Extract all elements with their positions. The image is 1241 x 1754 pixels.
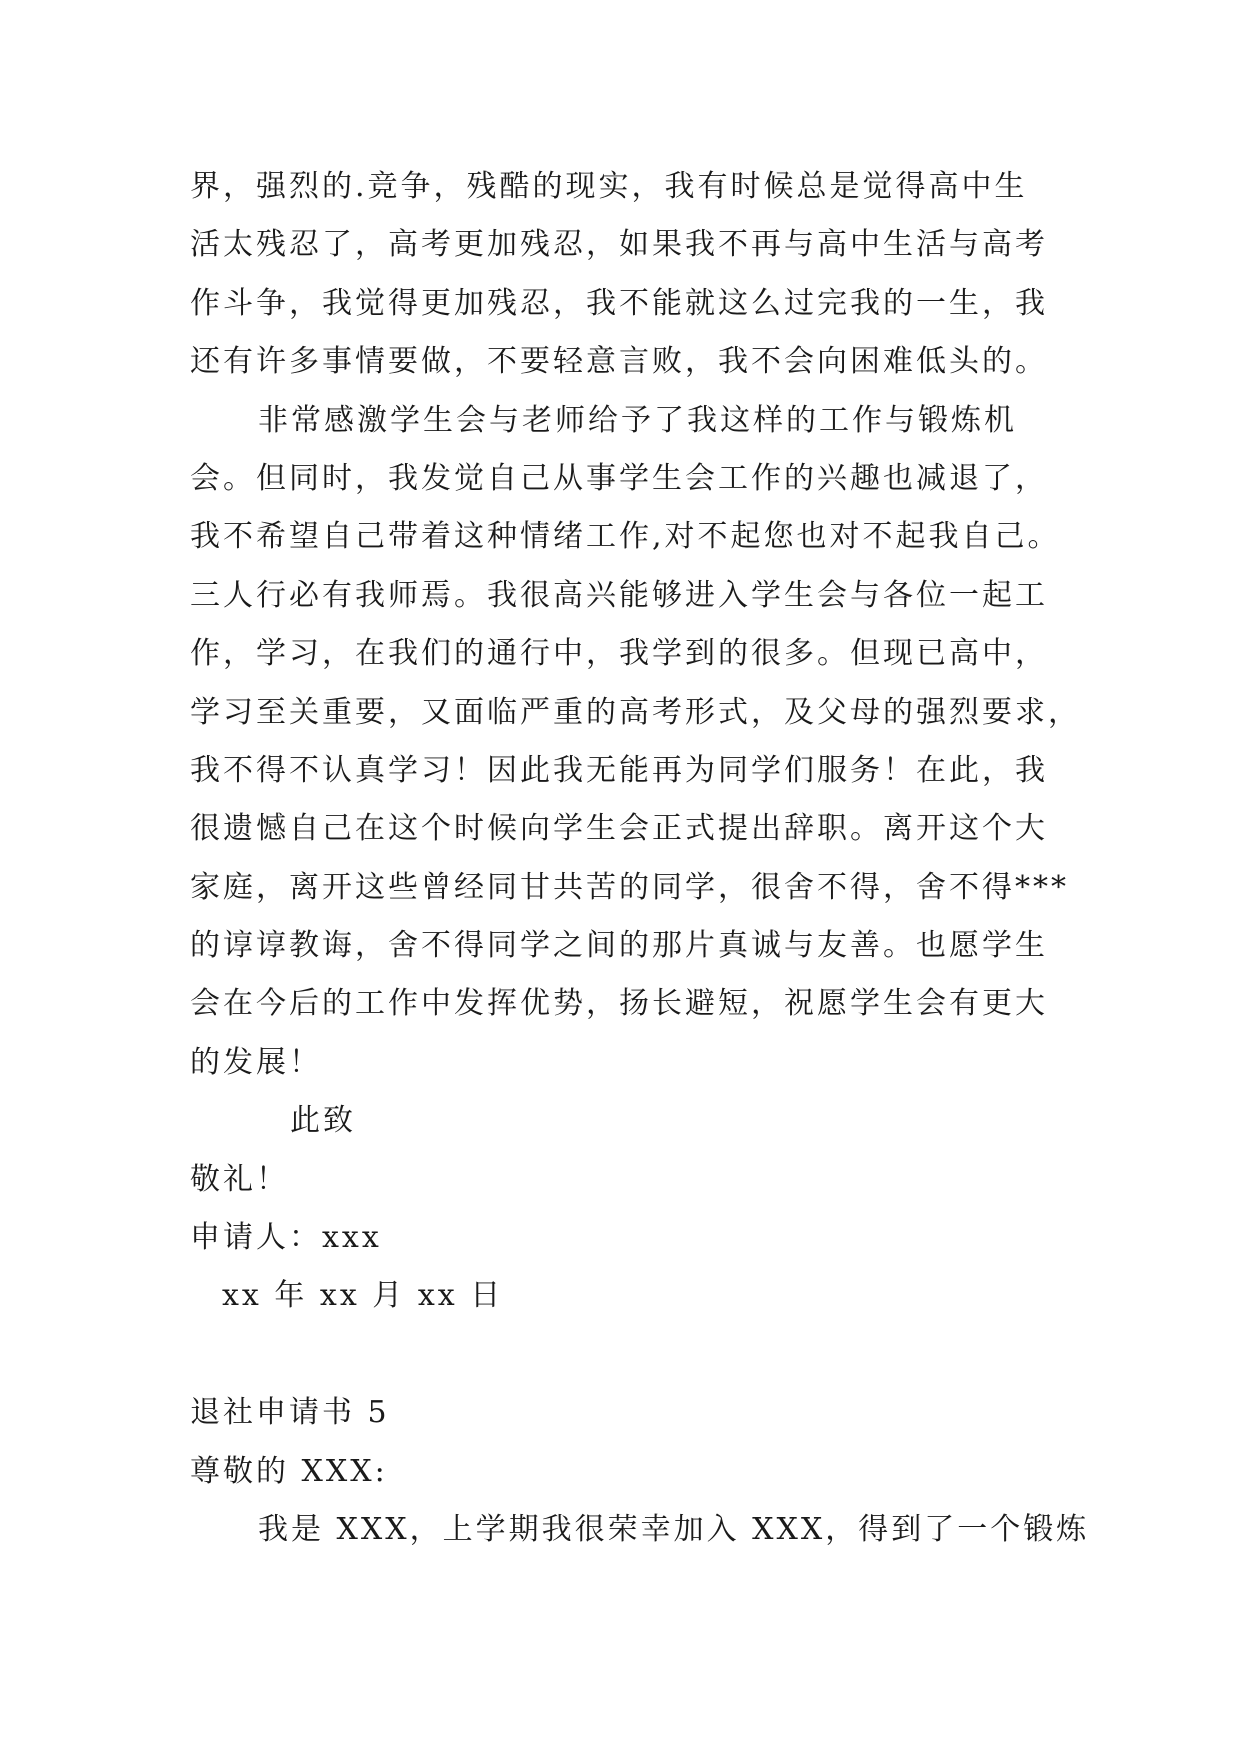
blank-line — [190, 1326, 1070, 1384]
paragraph-line: 的谆谆教诲，舍不得同学之间的那片真诚与友善。也愿学生 — [190, 928, 1048, 964]
paragraph-line: 我不得不认真学习！因此我无能再为同学们服务！在此，我 — [190, 752, 1048, 788]
applicant-line: 申请人：xxx — [190, 1220, 382, 1256]
paragraph-line: 作，学习，在我们的通行中，我学到的很多。但现已高中， — [190, 636, 1048, 672]
salutation-line: 尊敬的 XXX: — [190, 1453, 388, 1489]
paragraph-line: 三人行必有我师焉。我很高兴能够进入学生会与各位一起工 — [190, 577, 1048, 613]
paragraph-line: 家庭，离开这些曾经同甘共苦的同学，很舍不得，舍不得*** — [190, 869, 1069, 905]
paragraph-line: 活太残忍了，高考更加残忍，如果我不再与高中生活与高考 — [190, 227, 1048, 263]
paragraph-line: 作斗争，我觉得更加残忍，我不能就这么过完我的一生，我 — [190, 285, 1048, 321]
closing-text: 此致 — [290, 1103, 356, 1139]
paragraph-line: 会在今后的工作中发挥优势，扬长避短，祝愿学生会有更大 — [190, 986, 1048, 1022]
paragraph-line: 我不希望自己带着这种情绪工作,对不起您也对不起我自己。 — [190, 519, 1061, 555]
section-title: 退社申请书 5 — [190, 1395, 390, 1431]
document-body — [190, 158, 1090, 1559]
date-line: xx 年 xx 月 xx 日 — [222, 1278, 504, 1314]
paragraph-line: 我是 XXX，上学期我很荣幸加入 XXX，得到了一个锻炼 — [258, 1511, 1090, 1547]
paragraph-line: 非常感激学生会与老师给予了我这样的工作与锻炼机 — [258, 402, 1017, 438]
paragraph-line: 会。但同时，我发觉自己从事学生会工作的兴趣也减退了， — [190, 460, 1048, 496]
paragraph-line: 还有许多事情要做，不要轻意言败，我不会向困难低头的。 — [190, 344, 1048, 380]
paragraph-line: 界，强烈的.竞争，残酷的现实，我有时候总是觉得高中生 — [190, 169, 1028, 204]
paragraph-line: 学习至关重要，又面临严重的高考形式，及父母的强烈要求， — [190, 694, 1081, 730]
paragraph-line: 的发展！ — [190, 1044, 322, 1080]
paragraph-line: 很遗憾自己在这个时候向学生会正式提出辞职。离开这个大 — [190, 811, 1048, 847]
regards-text: 敬礼！ — [190, 1161, 289, 1197]
